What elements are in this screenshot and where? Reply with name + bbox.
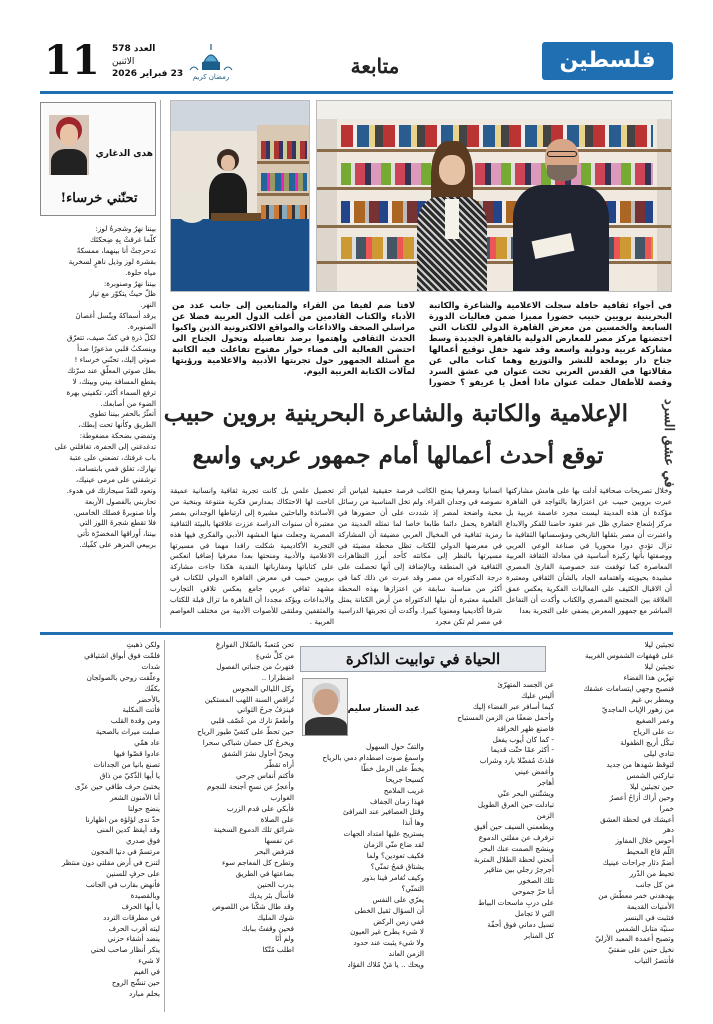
left-line: وأنا صنوبرةٌ فصلك الخامس. [73,507,156,517]
poem-line: على حرفٍ للسنين [106,869,160,879]
ramadan-label: رمضان كريم [192,73,230,81]
section-title: متابعة [350,54,400,78]
left-line: يرقد أسماكهُ ويتّسل أغصانَ [75,311,156,321]
poem-line: الغوارب [270,792,294,802]
issue-date: 23 فبراير 2026 [112,69,184,79]
poem-line: ويطعمني السيف حين أفيق [474,821,554,831]
article-body-col-1: وخلال تصريحات صحافية أدلت بها على هامش مشاركتها عبرت برويين حبيب عن اعتزازها بالتواجد في القاهرة مؤكدة أن هذه المدينة ليست مجرد عاصمة عربية بل مركز إشعاع حضاري ظل عبر عقود حاضنا للفكر والابداع واعتبرت أن مصر بثقلها التاريخي ومؤسساتها الثقافية ما تزال تؤدي دورا محوريا في صناعة الوعي العربي ووصفتها بأنها ركيزة أساسية في معادلة الثقافة العربية المعاصرة كما توقفت عند خصوصية القارئ المصري مشيدة بحيويته واهتمامه الجاد بالشأن الثقافي ومعتبرة أن الاقبال الكثيف على الفعاليات الفكرية يعكس عمق العلاقة بين المجتمع المصري والكتاب وأكدت أن التفاعل المباشر مع جمهور المعرض يضفي على التجربة بعدا [506,486,672,615]
left-line: باب غرفتك، تضعني على عتبة [69,453,156,463]
poem-line: الأمنيات القديمة [626,901,674,911]
poem-line: على قهقهات الشموس الغريبة [584,650,674,660]
poem-line: ولا شيء يثبت عند حدود [353,938,424,948]
poem-line: وكل الليالي المجوس [232,683,294,693]
poem-line: تباركني الشمس [626,770,674,780]
poem-line: وتصبح أعمدة المعبد الأزليّ [595,934,674,944]
poem-line: حين تنشّج الروح [111,978,160,988]
poem-line: تبكّل أريج الطفولة [620,738,674,748]
woman-figure [417,141,487,292]
section-rule [40,632,673,635]
poem-line: شوك المليك [257,912,294,922]
poem-line: ويجنّ أحاول نشرَ الشفق [221,749,294,759]
poem-line: فأسأل بئر يديك [248,890,294,900]
brand-name: فلسطين [559,48,656,73]
page-header [40,37,673,88]
poem-line: فنصبح وجهي ايتسامات عشقك [583,683,674,693]
poem-line: الزمن [536,810,554,820]
man-figure [513,137,609,292]
poem-line: أن السؤال ثقيل الخطى [354,905,424,915]
article-intro: في أجواء ثقافية حافلة سجلت الاعلامية والشاعرة والكاتبة البحرينية برويين حبيب حضورا مميزا ضمن فعاليات الدورة السابعة والخمسين من معرض القاهرة الدولي للكتاب التي احتضنها مركز مصر للمعارض الدولية بالقاهرة الجديدة وسط مشاركة عربية ودولية واسعة وقد شهد حفل توقيع أعمالها جناح دار يوملحة للنشر والتوزيع وهما كتاب مالي عن مقالاتها في القدس العربي تحت عنوان في عشق السرد وقصة للأطفال حملت عنوان ماذا أفعل يا عريفو ؟ حضورا لافتا ضم لفيفا من القراء والمتابعين إلى جانب عدد من الأدباء والكتاب القادمين من أغلب الدول العربية فضلا عن مراسلي الصحف والاذاعات والمواقع الالكترونية الذين واكبوا الحدث الثقافي واهتموا برصد تفاصيله وتحول الجناح الى احتضن الفعالية الى فضاء حوار مفتوح تفاعلت فيه الكاتبة مع أسئلة الجمهور حول تجربتها الأدبية والاعلامية ورؤيتها لمآلات الكتابة العربية اليوم. [172,300,672,387]
poem-line: وأطعمُ نارك من عُصّف قلبي [210,716,294,726]
poem-line: أهاجر [537,778,554,788]
poem-line: يا أيها الذّكيّ من ذاق [99,770,160,780]
poem-line: ليته أقرب الحرف [108,923,160,933]
poem-line: أليس عليك [521,690,554,700]
left-line: بيننا نهرٌ وشجرةُ لوز: [95,224,156,233]
left-line: بيننا، أوراقها المخضرّة تأتي [77,529,156,539]
poem-line: فاصنع ظهر الخرافة [496,723,554,733]
poem-line: من كلِّ شيءٍ [255,650,294,660]
poem-line: يختبئ حرف طافي حين عزّى [74,781,160,791]
poem-line: كل المنابر [524,930,554,940]
poem-line: وعمر الصغيع [635,716,674,726]
column-title: تحنّني خرساء! [60,191,138,206]
poem-line: وقد طال شكّنا من اللصوص [212,901,294,911]
left-line: وتعود لتُقدّ سيجارتك في هدوء. [66,485,156,495]
poem-line: فتثبت في البنسر [624,912,674,922]
left-line: أتعثّرُ بالحفر بيننا تطوي [88,409,156,419]
poem-line: غريب الملامح [383,785,424,795]
poem-line: وحين أراك أزاحُ أعصرُ [609,792,674,802]
poem-line: تبادلت حين العرق الطويل [477,799,554,809]
poem-line: فلمّت فوق أبواق اشتياقي [84,650,160,660]
poem-line: تسيل دماني فوق أحفّة [487,919,554,929]
column-divider [160,100,161,628]
poem-line: أعيشك في لحظة العشق [600,814,674,824]
poem-line: اضطرارا .. [261,672,294,682]
poem-line: وأغمض عيني [514,767,554,777]
left-line: الطريق وكأنها تحت إبطك، [78,420,156,430]
poem-col-e [42,640,160,1012]
poem-line: عادوا قصّوا فيها [113,749,160,759]
left-line: صوتي إليك، تحنّني خرساء ! [74,354,156,364]
poem-line: ولم أنَا [275,934,294,944]
poem-line: يستريح عليها امتداد الجهات [343,829,424,839]
poem-line: أحوس خلال المفاوز [615,836,674,846]
headline-main: الإعلامية والكاتبة والشاعرة البحرينية بروين حبيب [163,400,628,427]
poem-line: بضاعتها في الطريق [235,869,294,879]
poem-line: الزمن العاند [388,949,424,959]
author-box [40,102,156,216]
poem-col-c [430,680,554,1012]
poem-line: من كل جانب [635,879,674,889]
poem-line: في مطرقات التردد [103,912,160,922]
poem-line: ينضج حولنا [127,803,160,813]
poem-line: بحلم مبارد [129,989,160,998]
poem-line: فأنهض بقارب في الجانب [85,879,160,889]
left-line: ترفع السماء أكثر، تكفيني بهرة [66,387,156,397]
poem-line: فهذا زمان الجفاف [370,796,424,806]
poem-line: حين تجيئين ليلا [630,781,674,791]
poem-line: فحين وقفتُ ببابك [241,923,294,933]
article-body-col-2: انسانيا ومعرفيا يمنح الكاتب فرصة حقيقية لقياس أثر نصوصه في وجدان القراء. ولم تخل المناسبة من رسائل محبة واضحة لمصر إذ شددت على أن حضورها في القاهرة يحمل دائما طابعا خاصا لما تمثله المدينة من رمزية ثقافية في المخيال العربي مضيفة أن المشاركة في معرضها الدولي للكتاب تظل محطة مضيئة في مسيرتها بالنظر إلى مكانته كأحد أبرز التظاهرات الثقافية في المنطقة وبالإضافة إلى أنها تحصلت على درجة الدكتوراه من مصر وقد عبرت عن ذلك كما في أكثر من مناسبة سابقة عن اعتزازها بهذه المحطة العلمية معتبرة أن نيلها الدكتوراه من أرض الكنانة يمثل شرفا أكاديميا ومعنويا كبيرا. وأكدت أن تجربتها الدراسية في مصر لم تكن مجرد [338,486,502,626]
poem-line: - كما كان أيوب يفعل [492,734,554,744]
poem-line: واسمعُ صوت اصطدام دمي بالرياح [322,752,424,762]
poem-line: على الصلاة [260,814,294,824]
poem-col-d [566,640,674,1012]
poem-line: والتفّ حول السهول [365,742,424,751]
left-line: كلّما غرقتْ بِهِ ضِحكتَك [89,234,156,244]
poem-line: نخيل حنين على ضفتيّ [608,945,674,955]
side-label: في عشق السرد [661,398,676,488]
poem-line: وتطرح كل المعاجم سوء [221,858,294,868]
poem-line: أنا الآمنون الشعر [110,792,160,802]
poem-line: فأتت المكلبة [122,705,160,715]
brand-badge [542,42,673,80]
poem-line: فينزفُ جرحُ الثواني [237,705,294,715]
poem-line: يخطّ على الرمل خطّا [361,763,424,773]
poem-line: مرتسمٌ في دنيا المجون [91,847,160,857]
poem-line: التمنّي؟ [401,883,424,893]
left-line: النهر. [140,300,156,310]
poem-line: وقد أيقظ كدين المنى [96,825,160,835]
poem-line: ومن وقدة القلب [110,716,160,726]
poem-line: أجرجرُ رجلي بين مناقير [484,865,554,875]
left-line: مياه حلوة. [125,267,156,277]
poem-line: وأحمل ضعفًا من الزمن المستباح [457,712,554,722]
poem-line: أنحني لحظة الطلال المتربة [473,854,554,864]
poem-line: صلبت ميراث بالصحية [95,727,160,737]
left-line: لكلّ ذرةِ في كفّ صيف، تتعرّق [67,333,156,343]
left-line: بقشرة لوز وذيل ناهرٍ لسخرية [68,256,156,266]
issue-day: الاثنين [112,57,135,67]
poem-line: ويشتّتني البحر عنّي [497,789,554,799]
poem-line: فكيف تعودين؟ ولما [366,851,424,861]
poem-line: عن نفسها [264,836,294,846]
left-line: بطل صوتي المعلّقِ عند سرّتك [67,365,156,375]
poem-line: فوق صدري [126,836,160,846]
poem-col-a [172,640,294,1012]
poem-line: يعرّي على النفس [372,894,424,904]
poet-photo [302,678,348,736]
poem-line: شرائق تلك الدموع السخينة [213,825,294,835]
poem-line: ترفرف عن مفلتي الدموع [478,832,554,842]
poem-line: شدات [141,661,160,671]
left-line: فلا تقطع شجرةَ اللوز التي [79,518,156,528]
poem-line: في الغيم [133,967,160,977]
poem-line: خمرا [659,803,674,813]
poem-line: عن الجسد المتهرّئ [497,680,554,689]
poem-line: فترفض البحر [254,847,294,857]
poem-line: فأنتصرُ التياب [634,956,674,966]
poem-line: أضمّ دثار جراحات عينيك [602,858,674,868]
author-photo [49,115,89,175]
left-line: بيننا نهرٌ وصنوبرة: [103,278,156,288]
issue-label: العدد 578 [112,44,156,54]
signing-photo-small [170,100,310,292]
poem-line: بدرب الحنين [257,879,294,889]
poem-line: ويخرجُ كل حصان شباكي سحرا [202,738,294,748]
poem-line: اطلب مُتّكا [262,945,294,955]
left-column-text [42,224,156,624]
left-line: تدغدغني إلى الحفرة، تغافلني على [54,442,156,452]
poem-line: تحيط من الدّرر [629,869,674,879]
poem-line: بكفّك [144,683,160,693]
poem-line: فلذتُ مُفضّلا بارد وشراب [479,756,554,766]
poem-line: وقتل العصافير عند المرافئ [343,807,424,817]
left-line: يقطع المسافة بيني وبينك، لا [72,376,156,386]
poem-line: تجيئين ليلا [644,661,674,671]
poem-line: تصنع بانيا من الجدانات [93,759,160,769]
poem-line: تهزّين هذا الفضاء [623,672,674,682]
poem-line: وأعجزُ عن نسجِ أجنحة للنجوم [207,781,294,791]
poem-line: ت على الرياح [633,727,674,737]
signing-photo-large [316,100,672,292]
poem-line: فتهربُ من جنباتي الفصول [216,661,294,671]
poem-line: أراه تقطّر [264,759,294,769]
poem-line: وها أنذا [402,818,424,828]
poem-line: كيما أسافر عبر الفضاء إليك [472,701,554,711]
headline-sub: توقع أحدث أعمالها أمام جمهور عربي واسع [192,442,604,469]
left-line: نهارك، تغلق فمي بابتسامة، [75,463,156,473]
poem-line: ويمطر بي غيم [631,694,674,704]
poem-line: وعلّقت روحي بالصولجان [86,672,160,682]
poem-line: من زهور الإياب الماجديّ [601,705,674,715]
poem-line: وينشج الصمت عنك البحر [479,843,554,853]
poem-line: عاد همّي [134,738,160,748]
poem-line: يهدهدني خمر معطّش من [598,890,674,900]
poem-line: أنا حرّ جموحي [512,887,554,897]
poem-line: ينضد أشقاء حزني [107,934,160,944]
left-line: ترشقني على مرمى عينيك، [75,474,156,484]
poem-line: حدّ ندى لؤلؤة من اظهارنا [85,814,160,824]
poem-line: تحن مُتعبةً بالسّلال الفوارغِ [215,640,294,649]
poem-line: لا شيء [138,956,160,966]
poem-line: يشتاق قمحُ تمنّي؟ [370,861,424,871]
author-name: هدى الدغاري [95,149,153,159]
page-number: 11 [44,37,100,84]
left-line: تدحرجتْ أنا بينهما، ممسكةً [76,245,156,255]
poem-line: يا أيها الحرف [121,901,160,911]
left-line: وتمضي بضحكة مضغوطة: [79,431,156,441]
poem-line: اللّم قاع المحيط [626,847,674,857]
poem-line: - أكثر عمًا حتّت قديما [490,745,554,755]
poem-line: وبالقصيدة [130,890,160,900]
memory-title-banner [300,646,546,672]
poem-line: بالأحضر [137,694,160,704]
left-line: الضوء من أصابعك. [100,398,156,408]
poem-line: على دربِ ماسحات البياط [478,898,554,908]
poem-line: دهر [663,825,674,835]
left-line: وينسكبُ قلبي مذعورًا صدأ [77,343,156,353]
poem-line: تنادي ليلى [643,749,674,759]
poem-line: تجيئين ليلا [644,640,674,649]
poem-line: فأكتم أنفاس جرحي [235,770,294,780]
poem-line: لقد ضاع منّي الزمان [363,840,424,850]
poem-line: ينكر أنظار صاحب لحني [90,945,160,955]
poem-line: تُراقص السنة اللهب المستكين [204,694,294,704]
poem-line: لتوقظ شهدها من جديد [606,759,674,769]
poem-line: سنيّة متابل الشمس [615,923,674,933]
left-line: تحاربني بالفصول الأربعة [84,496,156,506]
poem-line: التي لا تجامل [514,909,554,919]
left-line: الصنوبرة. [127,322,156,332]
memory-title: الحياة في توابيت الذاكرة [345,650,501,668]
poet-name: عبد الستار سليم [347,704,420,714]
poem-line: لا شيء يطرح غير العيون [350,927,424,937]
left-line: بربيعي المزهر على كفّيك. [79,540,156,550]
header-rule [40,91,673,94]
poem-line: كسيحا جريحا [385,774,424,784]
poem-line: ولكن ذهبتِ [126,640,160,649]
poem-line: ففي زمن الركض [373,916,424,926]
poem-line: ويحك .. يا مَنْ مُلاك الفؤاد [347,960,424,970]
bottom-column-divider [164,640,165,1012]
poem-line: تلك الصخور [519,876,554,886]
poem-col-b [300,742,424,1012]
left-line: ظلّ حيثُ يتكوّر مع تيار [89,289,156,299]
poem-line: لتنزح في أرض مقلتي دون منتظر [61,858,160,868]
article-body-col-3: تحصيل علمي بل كانت تجربة ثقافية وانسانية عميقة اتاحت لها الاحتكاك بمدارس فكرية متنوعة وبنخبة من الأساتذة والباحثين مشيرة إلى ارتباطها الوجداني بمصر معتبرة أن سنوات الدراسة عززت علاقتها بالبيئة الثقافية المصرية وجعلت منها المشهد الأدبي والفكري فيها هذه التجربة الأكاديمية شكلت رافدا مهما في مسيرتها الاعلامية والأدبية ومنحتها بعدا معرفيا إضافيا انعكس على كتاباتها ومقارباتها النقدية هكذا جاءت مشاركة برويين حبيب في معرض القاهرة الدولي للكتاب في مشهد ثقافي عربي جامع يعكس تلاقي التجارب والابداعات ويؤكد مجددا أن القاهرة ما تزال قبلة للكتاب والمثقفين وملتقى للأصوات الأدبية من مختلف العواصم العربية . [170,486,334,626]
poem-line: فأبكي على قدم الزرب [226,803,294,813]
poem-line: وكيف تُغامر فينا بذور [362,872,424,882]
poem-line: حين تحطّ على كتفيّ طيور الرياح [197,727,294,737]
